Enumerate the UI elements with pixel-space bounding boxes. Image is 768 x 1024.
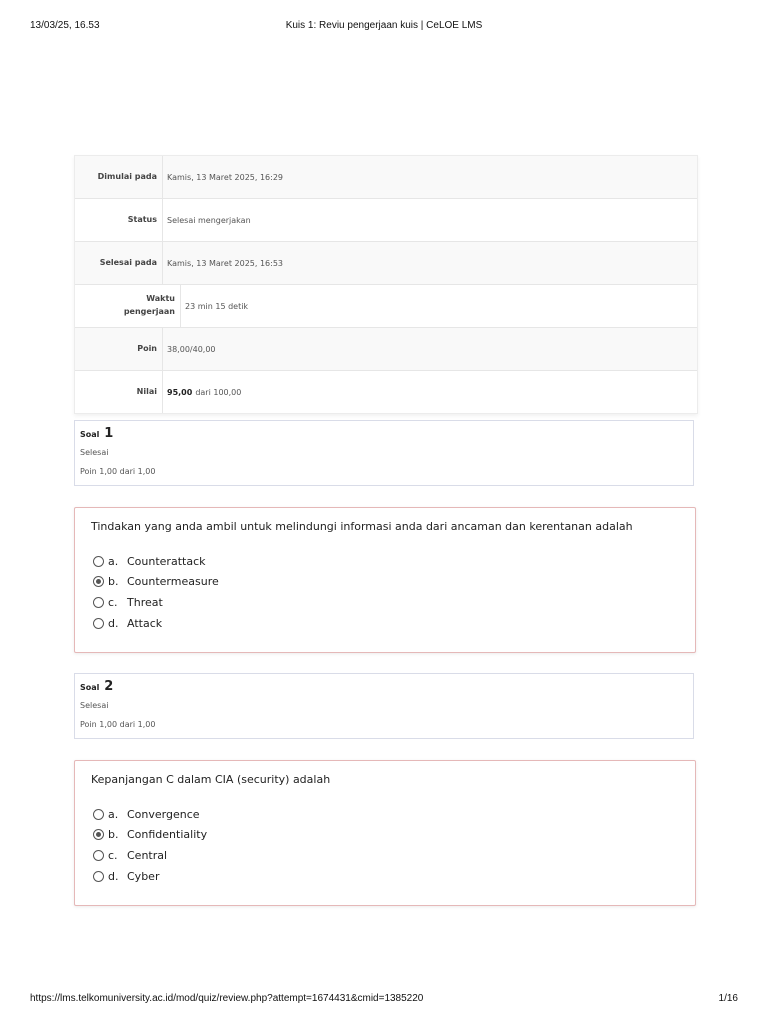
summary-value: 38,00/40,00 <box>167 344 216 354</box>
option-text: Attack <box>127 616 163 630</box>
question-text: Tindakan yang anda ambil untuk melindungi informasi anda dari ancaman dan kerentanan adalah <box>91 520 633 533</box>
question-label: Soal <box>80 430 100 439</box>
question-grade: Poin 1,00 dari 1,00 <box>80 467 156 476</box>
option-text: Countermeasure <box>127 575 219 589</box>
summary-value: 23 min 15 detik <box>185 301 249 311</box>
radio-button-selected[interactable] <box>93 576 104 587</box>
question-text: Kepanjangan C dalam CIA (security) adalah <box>91 773 331 786</box>
answer-option-d[interactable] <box>91 613 679 634</box>
page-title: Kuis 1: Reviu pengerjaan kuis | CeLOE LMS <box>285 20 483 31</box>
question-state: Selesai <box>80 448 109 457</box>
answer-option-b[interactable] <box>91 572 679 593</box>
question-2-info <box>74 673 694 739</box>
summary-row-started <box>75 156 697 199</box>
option-letter: c. <box>108 595 118 609</box>
question-number <box>80 679 688 695</box>
question-label: Soal <box>80 683 100 692</box>
answer-option-d[interactable] <box>91 866 679 887</box>
option-letter: b. <box>108 575 119 589</box>
option-text: Cyber <box>127 869 160 883</box>
question-grade: Poin 1,00 dari 1,00 <box>80 720 156 729</box>
summary-label: Waktu pengerjaan <box>75 285 181 327</box>
option-text: Confidentiality <box>127 828 208 842</box>
page-url: https://lms.telkomuniversity.ac.id/mod/quiz/review.php?attempt=1674431&cmid=1385220 <box>30 993 424 1004</box>
question-1-content <box>74 507 696 653</box>
summary-label: Poin <box>75 328 163 370</box>
question-1-info <box>74 420 694 486</box>
question-number-value: 1 <box>104 426 114 441</box>
summary-value: Kamis, 13 Maret 2025, 16:29 <box>167 172 284 182</box>
option-text: Central <box>127 848 168 862</box>
summary-row-time-taken <box>75 285 697 328</box>
grade-value: 95,00 <box>167 387 193 397</box>
summary-value: Kamis, 13 Maret 2025, 16:53 <box>167 258 284 268</box>
option-text: Counterattack <box>127 554 206 568</box>
option-text: Threat <box>127 595 163 609</box>
summary-row-grade <box>75 371 697 413</box>
question-number <box>80 426 688 442</box>
question-state: Selesai <box>80 701 109 710</box>
summary-value <box>163 371 241 413</box>
summary-row-status <box>75 199 697 242</box>
print-footer <box>30 993 738 1007</box>
page-counter: 1/16 <box>718 993 738 1004</box>
radio-button[interactable] <box>93 556 104 567</box>
summary-label: Dimulai pada <box>75 156 163 198</box>
option-letter: d. <box>108 869 119 883</box>
answer-option-a[interactable] <box>91 551 679 572</box>
radio-button[interactable] <box>93 871 104 882</box>
summary-label: Nilai <box>75 371 163 413</box>
print-header <box>30 20 738 34</box>
summary-row-points <box>75 328 697 371</box>
radio-button[interactable] <box>93 809 104 820</box>
summary-label: Status <box>75 199 163 241</box>
radio-button[interactable] <box>93 850 104 861</box>
summary-row-finished <box>75 242 697 285</box>
attempt-summary-table <box>74 155 698 414</box>
radio-button[interactable] <box>93 597 104 608</box>
radio-button[interactable] <box>93 618 104 629</box>
summary-value: Selesai mengerjakan <box>167 215 251 225</box>
question-2-content <box>74 760 696 906</box>
option-letter: c. <box>108 848 118 862</box>
option-letter: a. <box>108 807 119 821</box>
summary-label: Selesai pada <box>75 242 163 284</box>
answer-option-c[interactable] <box>91 845 679 866</box>
question-number-value: 2 <box>104 679 114 694</box>
option-text: Convergence <box>127 807 200 821</box>
radio-button-selected[interactable] <box>93 829 104 840</box>
print-datetime: 13/03/25, 16.53 <box>30 20 100 31</box>
answer-option-a[interactable] <box>91 804 679 825</box>
grade-max: dari 100,00 <box>195 387 242 397</box>
answer-option-b[interactable] <box>91 825 679 846</box>
option-letter: a. <box>108 554 119 568</box>
option-letter: d. <box>108 616 119 630</box>
option-letter: b. <box>108 828 119 842</box>
answer-option-c[interactable] <box>91 592 679 613</box>
